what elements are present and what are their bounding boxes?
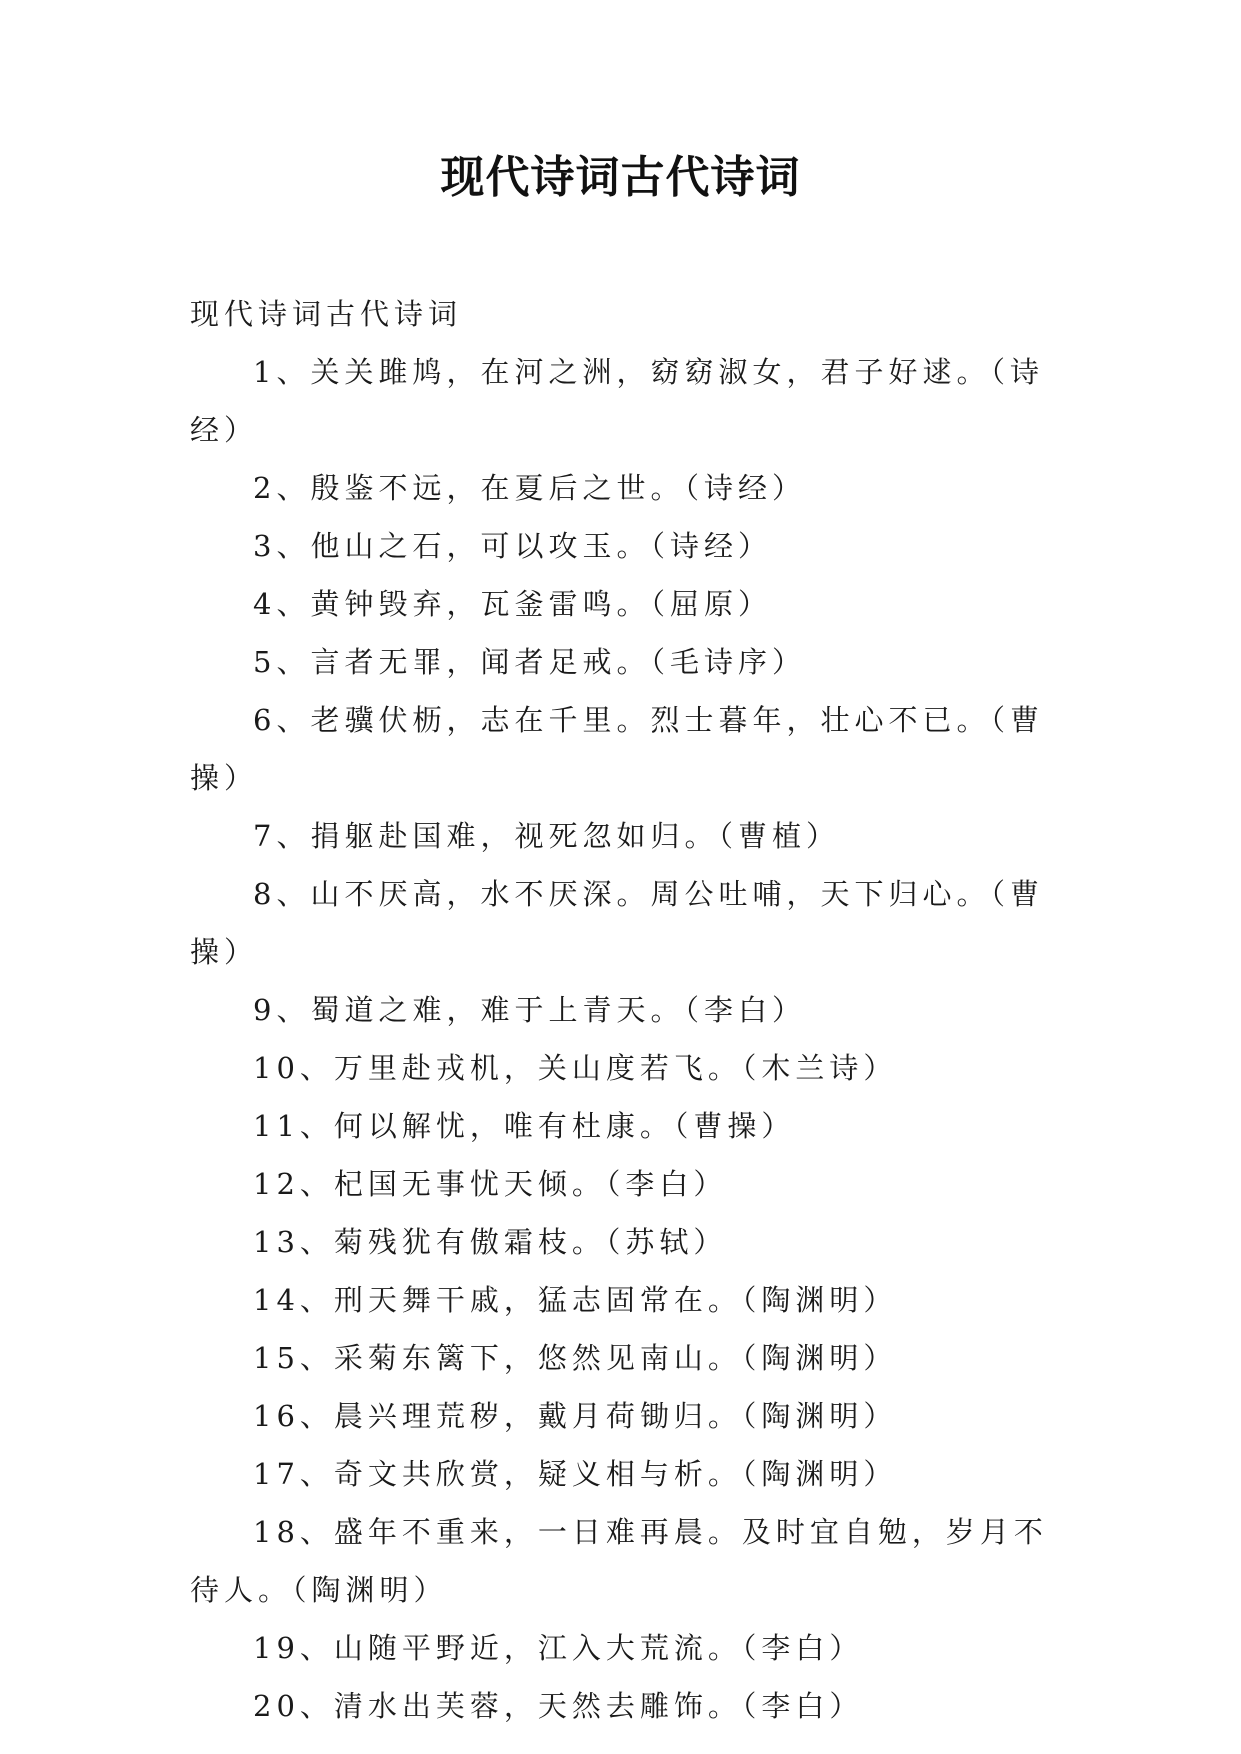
poem-line: 5、言者无罪，闻者足戒。（毛诗序）: [253, 645, 806, 679]
poem-line: 8、山不厌高，水不厌深。周公吐哺，天下归心。（曹操）: [190, 877, 1044, 969]
document-subtitle: 现代诗词古代诗词: [190, 297, 463, 331]
poem-line: 20、清水出芙蓉，天然去雕饰。（李白）: [253, 1689, 864, 1723]
poem-line: 19、山随平野近，江入大荒流。（李白）: [253, 1631, 864, 1665]
poem-line: 7、捐躯赴国难，视死忽如归。（曹植）: [253, 819, 840, 853]
poem-line: 9、蜀道之难，难于上青天。（李白）: [253, 993, 806, 1027]
poem-line: 10、万里赴戎机，关山度若飞。（木兰诗）: [253, 1051, 898, 1085]
poem-line: 11、何以解忧，唯有杜康。（曹操）: [253, 1109, 796, 1143]
poem-line: 2、殷鉴不远，在夏后之世。（诗经）: [253, 471, 806, 505]
poem-line: 13、菊残犹有傲霜枝。（苏轼）: [253, 1225, 728, 1259]
poem-line: 4、黄钟毁弃，瓦釜雷鸣。（屈原）: [253, 587, 772, 621]
poem-line: 3、他山之石，可以攻玉。（诗经）: [253, 529, 772, 563]
poem-line: 17、奇文共欣赏，疑义相与析。（陶渊明）: [253, 1457, 898, 1491]
poem-line: 1、关关雎鸠，在河之洲，窈窈淑女，君子好逑。（诗经）: [190, 355, 1044, 447]
poem-line: 16、晨兴理荒秽，戴月荷锄归。（陶渊明）: [253, 1399, 898, 1433]
poem-line: 18、盛年不重来，一日难再晨。及时宜自勉，岁月不待人。（陶渊明）: [190, 1515, 1048, 1607]
poem-line: 15、采菊东篱下，悠然见南山。（陶渊明）: [253, 1341, 898, 1375]
document-title: 现代诗词古代诗词: [440, 152, 801, 203]
poem-line: 12、杞国无事忧天倾。（李白）: [253, 1167, 728, 1201]
poem-line: 6、老骥伏枥，志在千里。烈士暮年，壮心不已。（曹操）: [190, 703, 1044, 795]
document-body: [190, 285, 1052, 1735]
poem-line: 14、刑天舞干戚，猛志固常在。（陶渊明）: [253, 1283, 898, 1317]
